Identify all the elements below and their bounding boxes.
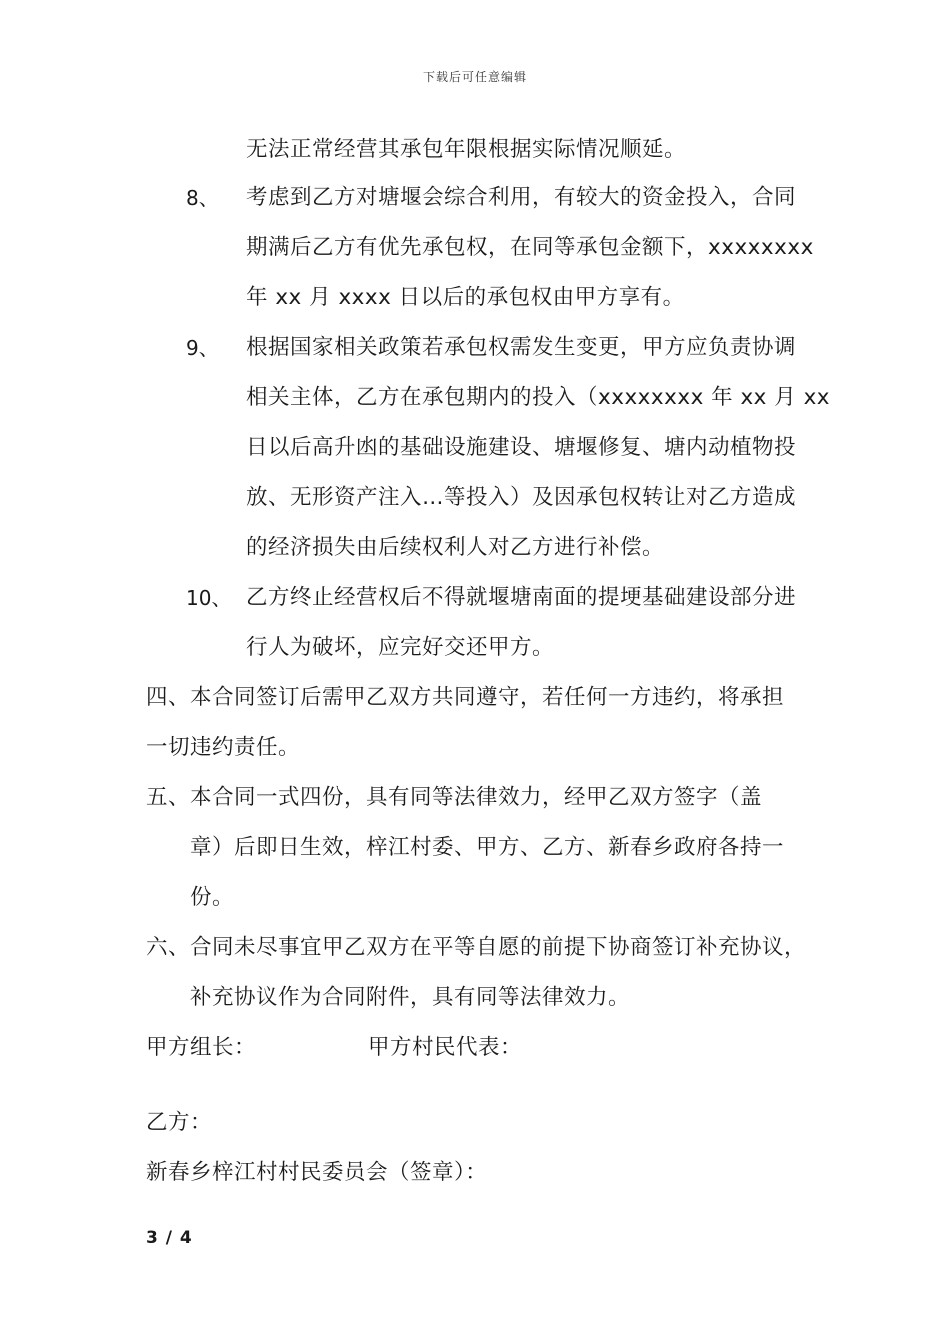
party-a-villager-rep-label: 甲方村民代表： [368,1035,523,1060]
clause-5-line-1: 五、本合同一式四份，具有同等法律效力，经甲乙双方签字（盖 [146,785,763,810]
clause-4-line-1: 四、本合同签订后需甲乙双方共同遵守，若任何一方违约，将承担 [146,685,785,710]
item-10-line-2: 行人为破坏，应完好交还甲方。 [246,635,555,660]
item-9-line-5: 的经济损失由后续权利人对乙方进行补偿。 [246,535,665,560]
clause-6-line-1: 六、合同未尽事宜甲乙双方在平等自愿的前提下协商签订补充协议， [146,935,807,960]
item-9-number: 9、 [186,336,219,360]
party-b-label: 乙方： [146,1110,213,1135]
clause-5-line-3: 份。 [190,885,235,910]
item-8-number: 8、 [186,186,219,210]
item-7-line-1: 无法正常经营其承包年限根据实际情况顺延。 [246,137,687,162]
item-8-line-1: 考虑到乙方对塘堰会综合利用，有较大的资金投入，合同 [246,185,797,210]
item-8-line-3: 年 xx 月 xxxx 日以后的承包权由甲方享有。 [246,285,685,310]
item-10-line-1: 乙方终止经营权后不得就堰塘南面的提埂基础建设部分进 [246,585,797,610]
item-9-line-2: 相关主体，乙方在承包期内的投入（xxxxxxxx 年 xx 月 xx [246,385,831,410]
item-9-line-1: 根据国家相关政策若承包权需发生变更，甲方应负责协调 [246,335,797,360]
item-8-line-2: 期满后乙方有优先承包权，在同等承包金额下，xxxxxxxx [246,235,814,260]
clause-4-line-2: 一切违约责任。 [146,735,301,760]
village-committee-label: 新春乡梓江村村民委员会（签章）： [146,1160,488,1185]
party-a-leader-label: 甲方组长： [146,1035,257,1060]
item-10-number: 10、 [186,586,232,610]
item-9-line-3: 日以后高升凼的基础设施建设、塘堰修复、塘内动植物投 [246,435,797,460]
item-9-line-4: 放、无形资产注入…等投入）及因承包权转让对乙方造成 [246,485,797,510]
header-note: 下载后可任意编辑 [422,70,527,84]
clause-5-line-2: 章）后即日生效，梓江村委、甲方、乙方、新春乡政府各持一 [190,835,785,860]
clause-6-line-2: 补充协议作为合同附件，具有同等法律效力。 [190,985,631,1010]
page-number: 3 / 4 [146,1228,193,1248]
